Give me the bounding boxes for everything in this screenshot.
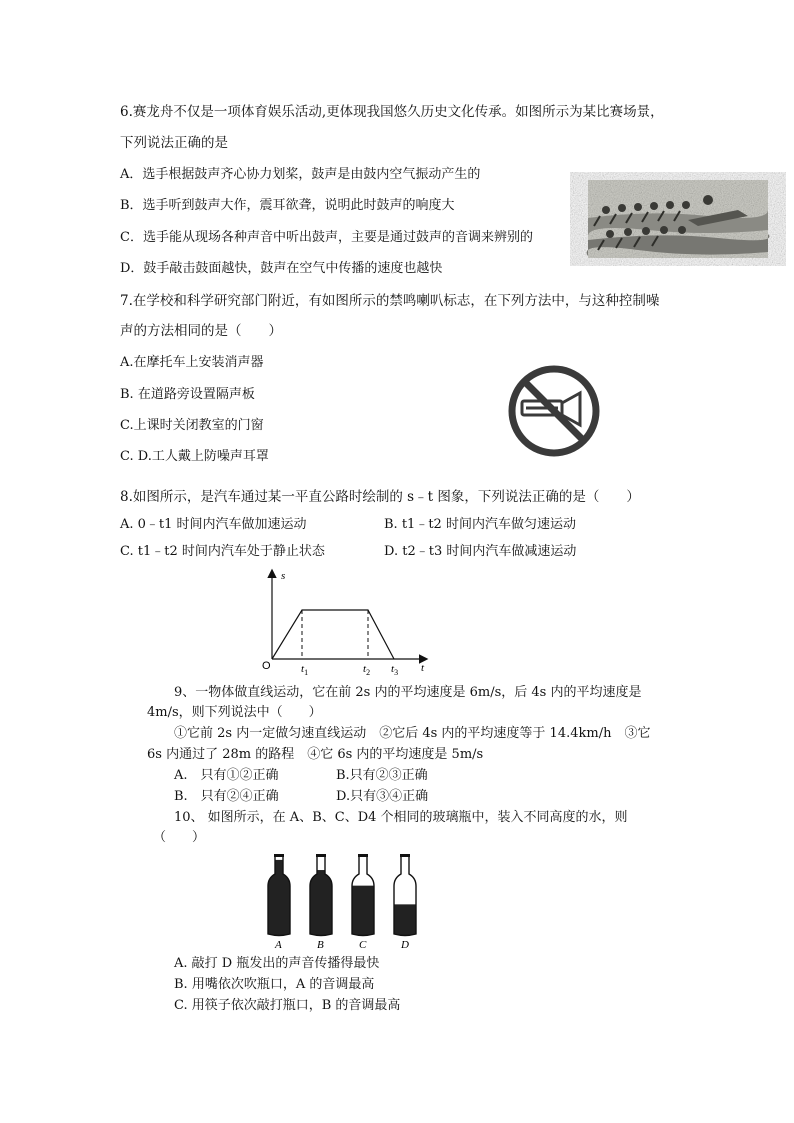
q7-option-b: B. 在道路旁设置隔声板 (120, 387, 255, 402)
y-axis-label: s (281, 570, 286, 582)
q10-option-a: A. 敲打 D 瓶发出的声音传播得最快 (174, 956, 380, 971)
q7-stem-line2: 声的方法相同的是（ ） (120, 323, 282, 339)
q6-option-c: C．选手能从现场各种声音中听出鼓声，主要是通过鼓声的音调来辨别的 (120, 230, 533, 245)
dragon-boat-image (588, 180, 768, 258)
s-t-graph (258, 565, 433, 680)
q7-stem-line1: 7.在学校和科学研究部门附近，有如图所示的禁鸣喇叭标志，在下列方法中，与这种控制噪 (120, 293, 660, 309)
q10-stem-line1: 10、 如图所示，在 A、B、C、D4 个相同的玻璃瓶中，装入不同高度的水，则 (174, 810, 628, 825)
water-level-d (393, 904, 417, 938)
q6-option-b: B．选手听到鼓声大作，震耳欲聋，说明此时鼓声的响度大 (120, 198, 455, 213)
bottle-b (309, 854, 333, 951)
q6-option-a: A．选手根据鼓声齐心协力划桨，鼓声是由鼓内空气振动产生的 (120, 167, 481, 182)
q8-option-b: B. t1﹣t2 时间内汽车做匀速运动 (384, 517, 576, 532)
q7-option-c: C.上课时关闭教室的门窗 (120, 418, 264, 433)
q6-option-d: D．鼓手敲击鼓面越快，鼓声在空气中传播的速度也越快 (120, 261, 443, 276)
t1-label: $t_1$ (301, 663, 309, 677)
q8-option-d: D. t2﹣t3 时间内汽车做减速运动 (384, 544, 577, 559)
water-level-a (267, 860, 291, 938)
q10-option-c: C. 用筷子依次敲打瓶口，B 的音调最高 (174, 998, 401, 1013)
q9-option-a: A. 只有①②正确 (174, 768, 279, 783)
bottle-c (351, 854, 375, 951)
water-level-b (309, 870, 333, 938)
q6-stem-line1: 6.赛龙舟不仅是一项体育娱乐活动,更体现我国悠久历史文化传承。如图所示为某比赛场景， (120, 104, 664, 120)
q9-option-c: B. 只有②④正确 (174, 789, 279, 804)
bottle-label-b: B (317, 939, 324, 951)
q8-option-a: A. 0﹣t1 时间内汽车做加速运动 (120, 517, 307, 532)
q8-stem: 8.如图所示，是汽车通过某一平直公路时绘制的 s﹣t 图象，下列说法正确的是（ ） (120, 489, 640, 505)
q9-statements-line2: 6s 内通过了 28m 的路程 ④它 6s 内的平均速度是 5m/s (147, 747, 484, 762)
x-axis-label: t (421, 662, 425, 674)
no-horn-sign-icon (506, 363, 602, 459)
q7-option-d: C. D.工人戴上防噪声耳罩 (120, 449, 269, 464)
t2-label: $t_2$ (363, 663, 371, 677)
q9-stem-line1: 9、一物体做直线运动，它在前 2s 内的平均速度是 6m/s，后 4s 内的平均速度是 (174, 685, 642, 700)
q9-option-b: B.只有②③正确 (336, 768, 428, 783)
q9-option-d: D.只有③④正确 (336, 789, 429, 804)
q10-option-b: B. 用嘴依次吹瓶口，A 的音调最高 (174, 977, 375, 992)
bottle-label-c: C (359, 939, 367, 951)
q9-statements-line1: ①它前 2s 内一定做匀速直线运动 ②它后 4s 内的平均速度等于 14.4km/h ③它 (174, 726, 651, 741)
q9-stem-line2: 4m/s，则下列说法中（ ） (147, 705, 322, 720)
bottle-label-a: A (275, 939, 282, 951)
q8-option-c: C. t1﹣t2 时间内汽车处于静止状态 (120, 544, 325, 559)
q7-option-a: A.在摩托车上安装消声器 (120, 355, 264, 370)
t3-label: $t_3$ (391, 663, 399, 677)
q6-stem-line2: 下列说法正确的是 (120, 135, 228, 151)
origin-label: O (262, 660, 271, 672)
bottle-d (393, 854, 417, 951)
bottle-a (267, 854, 291, 951)
water-level-c (351, 886, 375, 938)
s-t-curve (272, 610, 394, 659)
q10-stem-line2: （ ） (153, 830, 206, 845)
bottles-figure (262, 852, 424, 950)
bottle-label-d: D (401, 939, 409, 951)
